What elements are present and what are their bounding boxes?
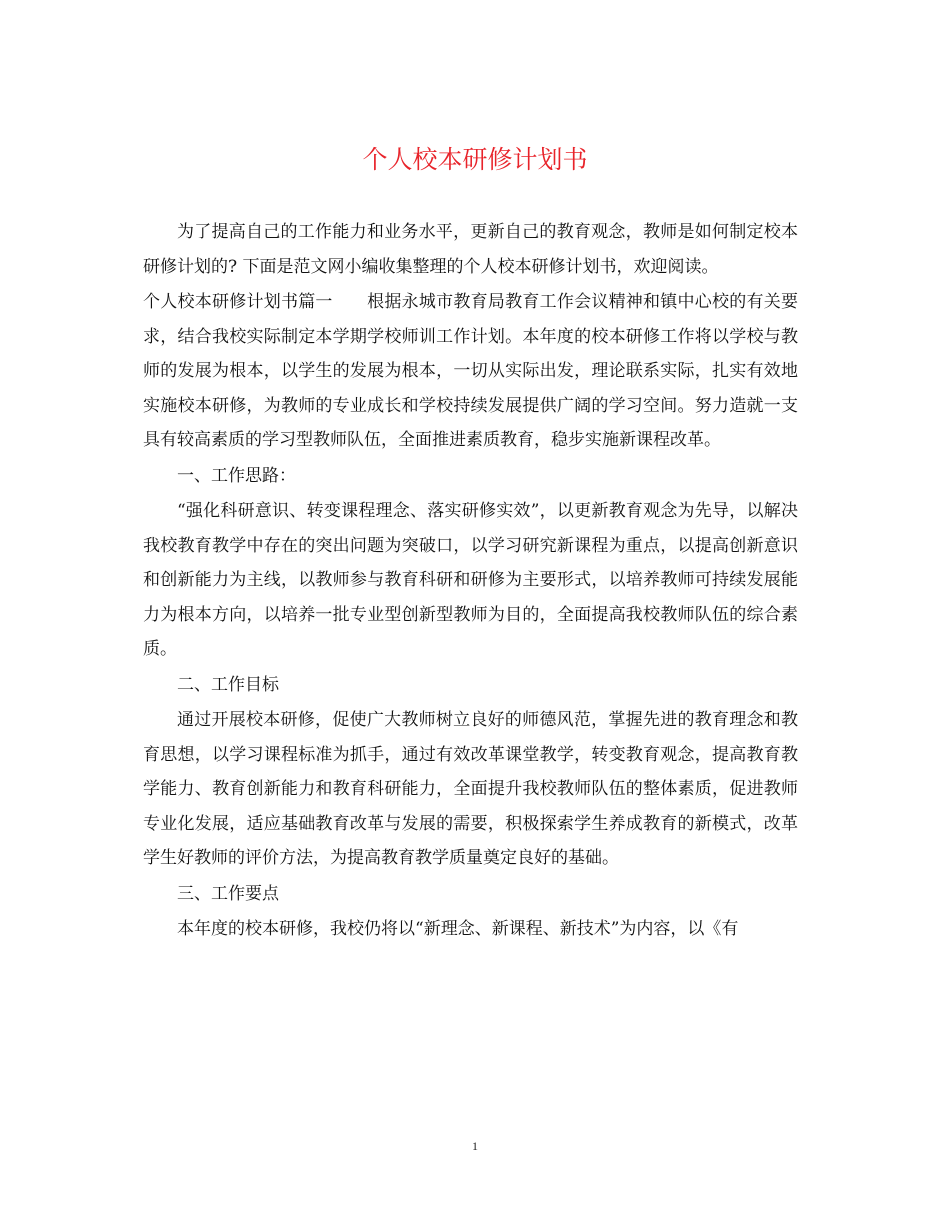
paragraph-work-ideas: “强化科研意识、转变课程理念、落实研修实效”，以更新教育观念为先导，以解决我校教育教学中存在的突出问题为突破口，以学习研究新课程为重点，以提高创新意识和创新能力为主线，以教师参与教育科研和研修为主要形式，以培养教师可持续发展能力为根本方向，以培养一批专业型创新型教师为目的，全面提高我校教师队伍的综合素质。 — [143, 501, 798, 659]
page-number: 1 — [472, 1139, 478, 1153]
document-body — [143, 215, 798, 947]
heading-work-goals: 二、工作目标 — [177, 674, 279, 695]
paragraph-work-goals: 通过开展校本研修，促使广大教师树立良好的师德风范，掌握先进的教育理念和教育思想，以学习课程标准为抓手，通过有效改革课堂教学，转变教育观念，提高教育教学能力、教育创新能力和教育科研能力，全面提升我校教师队伍的整体素质，促进教师专业化发展，适应基础教育改革与发展的需要，积极探索学生养成教育的新模式，改革学生好教师的评价方法，为提高教育教学质量奠定良好的基础。 — [143, 710, 798, 868]
document-title: 个人校本研修计划书 — [362, 145, 588, 174]
heading-work-points: 三、工作要点 — [177, 883, 279, 904]
heading-work-ideas: 一、工作思路： — [177, 465, 296, 486]
paragraph-intro: 为了提高自己的工作能力和业务水平，更新自己的教育观念，教师是如何制定校本研修计划的? 下面是范文网小编收集整理的个人校本研修计划书，欢迎阅读。 — [143, 222, 798, 277]
paragraph-work-points: 本年度的校本研修，我校仍将以“新理念、新课程、新技术”为内容，以《有 — [177, 919, 739, 939]
paragraph-section-one: 个人校本研修计划书篇一 根据永城市教育局教育工作会议精神和镇中心校的有关要求，结合我校实际制定本学期学校师训工作计划。本年度的校本研修工作将以学校与教师的发展为根本，以学生的发展为根本，一切从实际出发，理论联系实际，扎实有效地实施校本研修，为教师的专业成长和学校持续发展提供广阔的学习空间。努力造就一支具有较高素质的学习型教师队伍，全面推进素质教育，稳步实施新课程改革。 — [143, 292, 798, 450]
